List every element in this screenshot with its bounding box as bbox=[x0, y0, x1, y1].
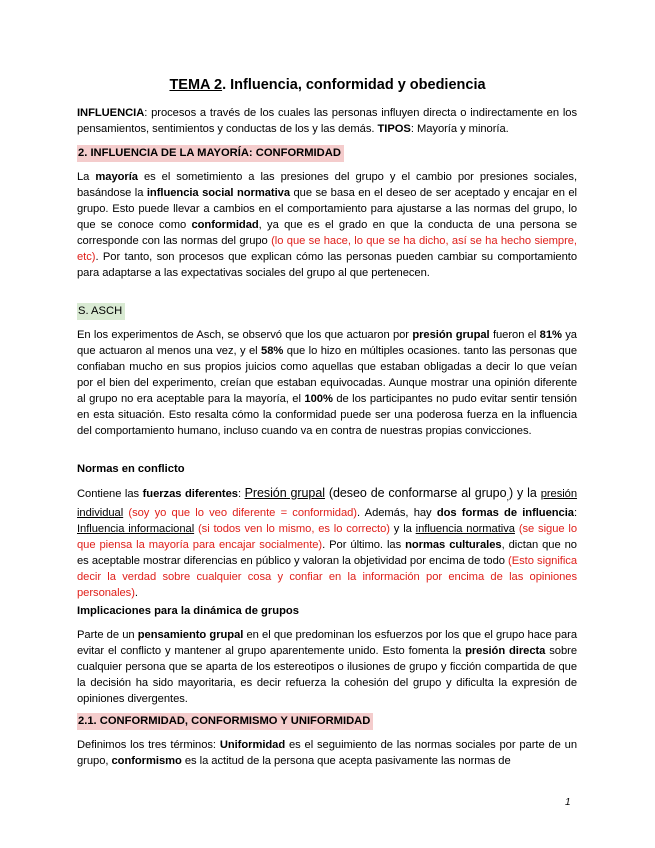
term-influencia-normativa: influencia normativa bbox=[415, 523, 515, 536]
normas-heading: Normas en conflicto bbox=[77, 463, 185, 475]
text: , ya que es el grado en que la conducta de una persona se corresponde con las normas del grupo bbox=[77, 219, 577, 247]
text: : bbox=[573, 507, 578, 520]
text: que lo hizo en múltiples ocasiones. tanto las personas que confiaban mucho en sus propios juicios como aquellas que estaban obligadas a decir lo que veían por el bien del experimento, creían que estaban equivocadas. Aunque mostrar una opinión diferente al grupo no era aceptable para la mayoría, el bbox=[77, 345, 577, 405]
title-text: . Influencia, conformidad y obediencia bbox=[222, 77, 486, 93]
intro-text: : procesos a través de los cuales las personas influyen directa o indirectamente en los pensamientos, sentimientos y conductas de los y las demás. bbox=[77, 107, 577, 135]
text: , dictan que no es aceptable mostrar diferencias en público y valoran la objetividad por encima de todo bbox=[77, 539, 577, 568]
definitions-paragraph bbox=[77, 737, 577, 769]
section-2-1-heading: 2.1. CONFORMIDAD, CONFORMISMO Y UNIFORMIDAD bbox=[77, 713, 373, 730]
term-uniformidad: Uniformidad bbox=[219, 739, 286, 751]
page-title bbox=[0, 77, 655, 93]
term-influencia-informacional: Influencia informacional bbox=[77, 523, 195, 536]
term-presion-directa: presión directa bbox=[465, 645, 546, 657]
stat-100: 100% bbox=[304, 393, 333, 405]
text: , bbox=[506, 492, 510, 503]
term-pensamiento-grupal: pensamiento grupal bbox=[137, 629, 244, 641]
text: (deseo de conformarse al grupo bbox=[324, 486, 507, 500]
term-presion-individual: presión individual bbox=[77, 488, 578, 520]
text: es el seguimiento de las normas sociales por parte de un grupo, bbox=[77, 739, 577, 767]
term-presion-grupal: presión grupal bbox=[412, 329, 490, 341]
text: en el que predominan los esfuerzos por los que el grupo hace para evitar el conflicto y mantener al grupo aparentemente unido. Esto fomenta la bbox=[77, 629, 578, 657]
red-note: (se sigue lo que piensa la mayoría para encajar socialmente) bbox=[77, 523, 578, 552]
term-presion-grupal: Presión grupal bbox=[244, 486, 325, 500]
text: En los experimentos de Asch, se observó que los que actuaron por bbox=[77, 329, 413, 341]
term-normas-culturales: normas culturales bbox=[405, 539, 502, 552]
text: sobre cualquier persona que se aparta de los estereotipos o ilusiones de grupo y ficción compartida de que la decisión ha sido mayoritaria, es decir refuerza la cohesión del grupo y dificulta la expresión de opiniones divergentes. bbox=[77, 645, 577, 705]
red-note: (si todos ven lo mismo, es lo correcto) bbox=[197, 523, 390, 536]
text: La bbox=[77, 171, 96, 183]
term-tipos: TIPOS bbox=[377, 123, 411, 135]
intro-text-end: : Mayoría y minoría. bbox=[410, 123, 509, 135]
text: . bbox=[134, 587, 138, 600]
stat-58: 58% bbox=[261, 345, 284, 357]
text: y la bbox=[389, 523, 416, 536]
term-fuerzas-diferentes: fuerzas diferentes bbox=[142, 488, 238, 500]
title-number: TEMA 2 bbox=[169, 77, 223, 93]
text: Parte de un bbox=[77, 629, 138, 641]
text: Contiene las bbox=[77, 488, 143, 500]
term-dos-formas: dos formas de influencia bbox=[436, 507, 574, 520]
text: que se basa en el deseo de ser aceptado y encajar en el grupo. Esto puede llevar a cambios en el comportamiento para ajustarse a las normas del grupo, lo que se conoce como bbox=[77, 187, 577, 231]
stat-81: 81% bbox=[539, 329, 562, 341]
text: ) y la bbox=[509, 486, 541, 500]
term-mayoria: mayoría bbox=[95, 171, 138, 183]
text: es el sometimiento a las presiones del grupo y el cambio por presiones sociales, basándose la bbox=[77, 171, 578, 199]
text: fueron el bbox=[489, 329, 540, 341]
text: . Por último. las bbox=[322, 539, 406, 552]
red-note: (soy yo que lo veo diferente = conformidad) bbox=[128, 507, 357, 520]
text: : bbox=[237, 488, 245, 500]
term-influencia-normativa: influencia social normativa bbox=[146, 187, 290, 199]
implicaciones-paragraph bbox=[77, 627, 577, 707]
text: ya que actuaron al menos una vez, y el bbox=[77, 329, 577, 357]
term-conformidad: conformidad bbox=[191, 219, 259, 231]
section-2-heading: 2. INFLUENCIA DE LA MAYORÍA: CONFORMIDAD bbox=[77, 145, 344, 162]
text: . Además, hay bbox=[356, 507, 437, 520]
text: de los participantes no pudo evitar sentir tensión en esta situación. Esto resalta cómo la conformidad puede ser una poderosa fuerza en la influencia del comportamiento humano, incluso cuando va en contra de nuestras propias convicciones. bbox=[77, 393, 577, 437]
implicaciones-heading: Implicaciones para la dinámica de grupos bbox=[77, 605, 299, 617]
normas-paragraph bbox=[77, 485, 577, 601]
term-conformismo: conformismo bbox=[111, 755, 182, 767]
text: Definimos los tres términos: bbox=[77, 739, 220, 751]
red-note: (Esto significa decir la verdad sobre cualquier cosa y confiar en la información por encima de las opiniones personales) bbox=[77, 555, 577, 600]
red-note: (lo que se hace, lo que se ha dicho, así se ha hecho siempre, etc) bbox=[77, 235, 577, 263]
term-influencia: INFLUENCIA bbox=[77, 107, 145, 119]
intro-paragraph bbox=[77, 105, 577, 137]
asch-paragraph bbox=[77, 327, 577, 439]
text: es la actitud de la persona que acepta pasivamente las normas de bbox=[181, 755, 511, 767]
text: . Por tanto, son procesos que explican cómo las personas pueden cambiar su comportamiento para adaptarse a las expectativas sociales del grupo al que pertenecen. bbox=[77, 251, 577, 279]
page-number: 1 bbox=[565, 797, 571, 808]
mayoria-paragraph bbox=[77, 169, 577, 281]
asch-heading: S. ASCH bbox=[77, 303, 125, 320]
